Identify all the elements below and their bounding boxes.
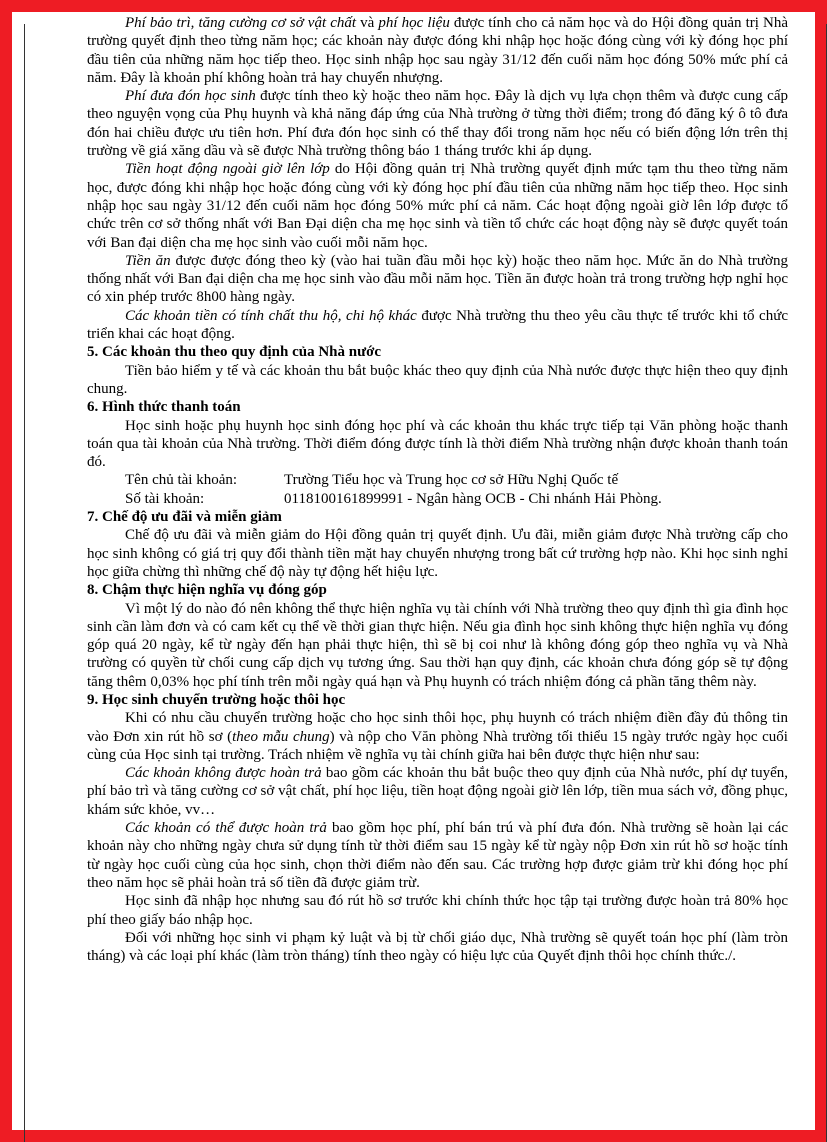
document-body — [87, 14, 788, 965]
section-6-body: Học sinh hoặc phụ huynh học sinh đóng học phí và các khoản thu khác trực tiếp tại Văn phòng hoặc thanh toán qua tài khoản của Nhà trường. Thời điểm đóng được tính là thời điểm Nhà trường nhận được khoản thanh toán đó. — [87, 417, 788, 471]
section-7-body: Chế độ ưu đãi và miễn giảm do Hội đồng quản trị quyết định. Ưu đãi, miễn giảm được Nhà trường cấp cho học sinh không có giá trị quy đổi thành tiền mặt hay chuyển nhượng trong bất cứ trường hợp nào. Khi học sinh nghỉ học giữa chừng thì những chế độ này tự động hết hiệu lực. — [87, 527, 788, 580]
account-number-label: Số tài khoản: — [125, 490, 205, 507]
account-name-label: Tên chủ tài khoản: — [125, 472, 238, 489]
section-5-body: Tiền bảo hiểm y tế và các khoản thu bắt buộc khác theo quy định của Nhà nước được thực hiện theo quy định chung. — [87, 362, 788, 397]
paragraph-meal-fee: Tiền ăn được được đóng theo kỳ (vào hai tuần đầu mỗi học kỳ) hoặc theo năm học. Mức ăn do Nhà trường thống nhất với Ban đại diện cha mẹ học sinh vào đầu mỗi năm học. Tiền ăn được hoàn trả trong trường hợp nghỉ học có xin phép trước 8h00 hàng ngày. — [87, 252, 788, 306]
section-9-refundable: Các khoản có thể được hoàn trả bao gồm học phí, phí bán trú và phí đưa đón. Nhà trường sẽ hoàn lại các khoản này cho những ngày chưa sử dụng tính từ thời điểm sau 15 ngày kể từ ngày nộp Đơn xin rút hồ sơ hoặc tính từ ngày học cuối cùng của học sinh, chọn thời điểm nào đến sau. Các trường hợp được giảm trừ khi đóng học phí theo năm học sẽ phải hoàn trả số tiền đã được giảm trừ. — [87, 820, 788, 891]
section-9-title: 9. Học sinh chuyển trường hoặc thôi học — [87, 691, 346, 708]
section-9-body: Khi có nhu cầu chuyển trường hoặc cho học sinh thôi học, phụ huynh có trách nhiệm điền đầy đủ thông tin vào Đơn xin rút hồ sơ (theo mẫu chung) và nộp cho Văn phòng Nhà trường tối thiểu 15 ngày trước ngày học cuối cùng của Học sinh tại trường. Trách nhiệm về nghĩa vụ tài chính giữa hai bên được thực hiện như sau: — [87, 710, 788, 763]
account-name-value: Trường Tiểu học và Trung học cơ sở Hữu Nghị Quốc tế — [284, 472, 619, 489]
section-7-title: 7. Chế độ ưu đãi và miễn giảm — [87, 509, 282, 526]
section-8-body: Vì một lý do nào đó nên không thể thực hiện nghĩa vụ tài chính với Nhà trường theo quy định thì gia đình học sinh cần làm đơn và có cam kết cụ thể về thời gian thực hiện. Nếu gia đình học sinh không thực hiện nghĩa vụ đóng góp quá 20 ngày, kể từ ngày đến hạn phải thực hiện, thì sẽ bị coi như là không đóng góp theo nghĩa vụ và Nhà trường có quyền từ chối cung cấp dịch vụ tương ứng. Sau thời hạn quy định, các khoản chưa đóng góp sẽ tự động tăng thêm 0,03% học phí tính trên mỗi ngày quá hạn và Phụ huynh có trách nhiệm đóng cả phần tăng thêm này. — [87, 600, 788, 690]
section-9-non-refundable: Các khoản không được hoàn trả bao gồm các khoản thu bắt buộc theo quy định của Nhà nước, phí dự tuyển, phí bảo trì và tăng cường cơ sở vật chất, phí học liệu, tiền hoạt động ngoài giờ lên lớp, tiền mua sách vở, đồng phục, khám sức khỏe, vv… — [87, 765, 789, 818]
paragraph-maintenance-fee: Phí bảo trì, tăng cường cơ sở vật chất và phí học liệu được tính cho cả năm học và do Hội đồng quản trị Nhà trường quyết định theo từng năm học; các khoản này được đóng khi nhập học hoặc đóng cùng với kỳ đóng học phí đầu tiên của những năm học tiếp theo. Học sinh nhập học sau ngày 31/12 đến cuối năm học đóng 50% mức phí cả năm. Đây là khoản phí không hoàn trả hay chuyển nhượng. — [87, 15, 788, 86]
paragraph-activity-fee: Tiền hoạt động ngoài giờ lên lớp do Hội đồng quản trị Nhà trường quyết định mức tạm thu theo từng năm học, được đóng khi nhập học hoặc đóng cùng với kỳ đóng học phí đầu tiên của những năm học tiếp theo. Học sinh nhập học sau ngày 31/12 đến cuối năm học đóng 50% mức phí cả năm. Các hoạt động ngoài giờ lên lớp được tổ chức trên cơ sở thống nhất với Ban Đại diện cha mẹ học sinh và tiền tổ chức các hoạt động này sẽ được quyết toán với Ban đại diện cha mẹ học sinh vào cuối mỗi năm học. — [87, 161, 788, 251]
account-name-row — [125, 471, 788, 489]
account-number-value: 0118100161899991 - Ngân hàng OCB - Chi nhánh Hải Phòng. — [284, 490, 662, 507]
section-8-title: 8. Chậm thực hiện nghĩa vụ đóng góp — [87, 582, 327, 599]
section-9-early-withdrawal: Học sinh đã nhập học nhưng sau đó rút hồ sơ trước khi chính thức học tập tại trường được hoàn trả 80% học phí theo giấy báo nhập học. — [87, 893, 788, 928]
paragraph-bus-fee: Phí đưa đón học sinh được tính theo kỳ hoặc theo năm học. Đây là dịch vụ lựa chọn thêm và được cung cấp theo nguyện vọng của Phụ huynh và khả năng đáp ứng của Nhà trường ở từng thời điểm; trong đó đăng ký ô tô đưa đón hai chiều được ưu tiên hơn. Phí đưa đón học sinh có thể thay đổi trong năm học nếu có biến động lớn trên thị trường về giá xăng dầu và sẽ được Nhà trường thông báo 1 tháng trước khi áp dụng. — [87, 88, 788, 160]
section-9-discipline: Đối với những học sinh vi phạm kỷ luật và bị từ chối giáo dục, Nhà trường sẽ quyết toán học phí (làm tròn tháng) và các loại phí khác (làm tròn tháng) tính theo ngày có hiệu lực của Quyết định thôi học chính thức./. — [87, 929, 788, 965]
section-5-title: 5. Các khoản thu theo quy định của Nhà nước — [87, 344, 382, 361]
section-6-title: 6. Hình thức thanh toán — [87, 399, 241, 416]
account-number-row — [125, 490, 788, 508]
paragraph-other-fees: Các khoản tiền có tính chất thu hộ, chi hộ khác được Nhà trường thu theo yêu cầu thực tế trước khi tổ chức triển khai các hoạt động. — [87, 307, 788, 343]
